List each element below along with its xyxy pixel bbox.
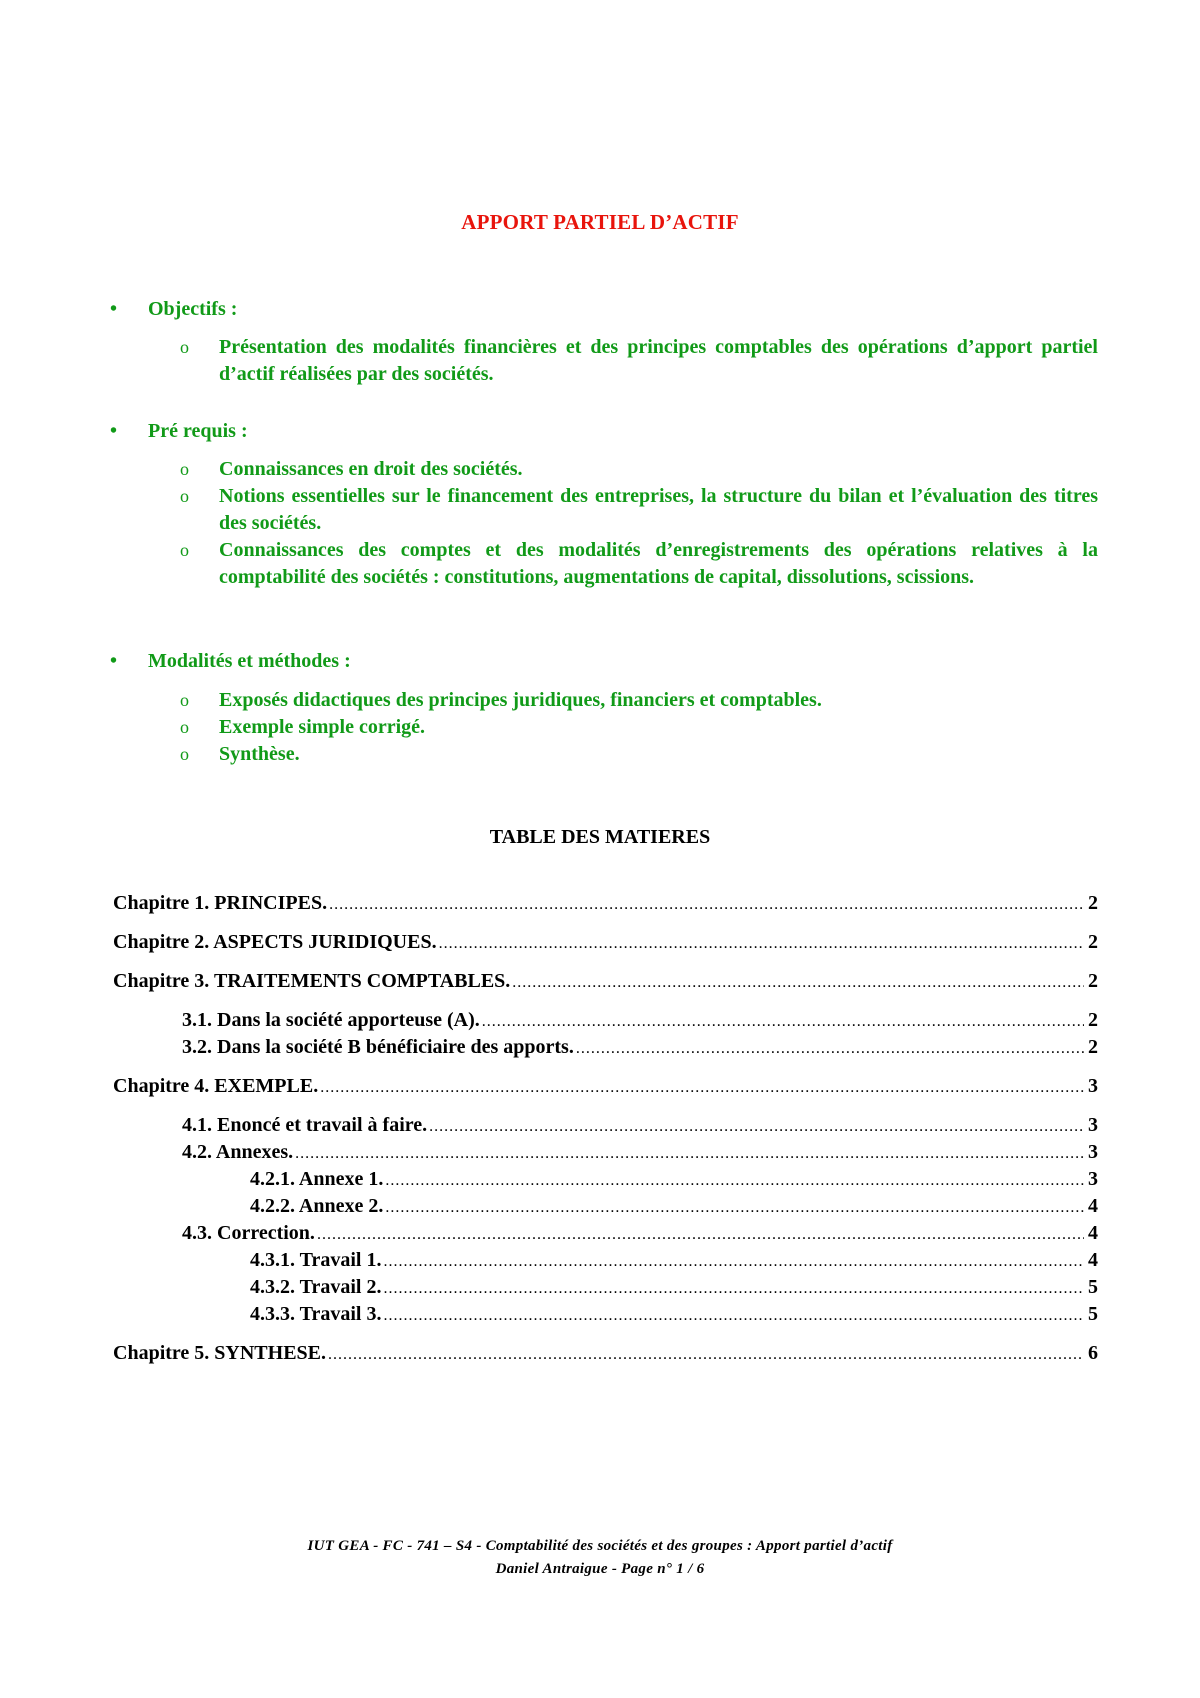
toc-entry-page: 2 — [1088, 1036, 1098, 1058]
toc-entry-page: 5 — [1088, 1303, 1098, 1325]
toc-entry-label: 4.1. Enoncé et travail à faire. — [182, 1114, 428, 1136]
toc-entry[interactable] — [182, 1141, 1098, 1164]
circle-bullet-icon: o — [180, 459, 189, 479]
toc-entry[interactable] — [182, 1114, 1098, 1137]
toc-entry-page: 4 — [1088, 1195, 1098, 1217]
section-label: Objectifs : — [148, 298, 238, 320]
toc-entry-label: 3.2. Dans la société B bénéficiaire des apports. — [182, 1036, 574, 1058]
list-item — [182, 741, 1098, 768]
circle-bullet-icon: o — [180, 717, 189, 737]
toc-entry-label: Chapitre 1. PRINCIPES. — [113, 892, 328, 914]
toc-entry-label: 4.3.1. Travail 1. — [250, 1249, 382, 1271]
list-item — [182, 714, 1098, 741]
toc-entry-label: 3.1. Dans la société apporteuse (A). — [182, 1009, 480, 1031]
section-label: Pré requis : — [148, 420, 248, 442]
bullet-icon: • — [110, 420, 118, 442]
toc-entry[interactable] — [113, 931, 1098, 954]
toc-entry[interactable] — [113, 970, 1098, 993]
toc-title: TABLE DES MATIERES — [489, 826, 711, 848]
toc-entry-page: 3 — [1088, 1141, 1098, 1163]
toc-entry-label: Chapitre 2. ASPECTS JURIDIQUES. — [113, 931, 437, 953]
toc-entry-page: 5 — [1088, 1276, 1098, 1298]
toc-entry-label: 4.3. Correction. — [182, 1222, 315, 1244]
circle-bullet-icon: o — [180, 337, 189, 357]
list-item — [182, 334, 1098, 388]
list-item-text: Exemple simple corrigé. — [219, 716, 426, 738]
toc-entry[interactable] — [250, 1249, 1098, 1272]
toc-entry[interactable] — [113, 892, 1098, 915]
section-modalites — [110, 648, 351, 675]
toc-entry[interactable] — [182, 1036, 1098, 1059]
list-item — [182, 687, 1098, 714]
toc-entry-label: Chapitre 5. SYNTHESE. — [113, 1342, 327, 1364]
toc-entry-label: Chapitre 4. EXEMPLE. — [113, 1075, 319, 1097]
section-label: Modalités et méthodes : — [148, 650, 351, 672]
circle-bullet-icon: o — [180, 486, 189, 506]
toc-entry[interactable] — [182, 1222, 1098, 1245]
toc-entry-label: 4.3.3. Travail 3. — [250, 1303, 382, 1325]
toc-entry-page: 3 — [1088, 1114, 1098, 1136]
bullet-icon: • — [110, 650, 118, 672]
toc-entry-page: 2 — [1088, 970, 1098, 992]
circle-bullet-icon: o — [180, 540, 189, 560]
toc-entry-page: 6 — [1088, 1342, 1098, 1364]
section-objectifs — [110, 296, 237, 323]
toc-entry[interactable] — [113, 1342, 1098, 1365]
list-item-text: Exposés didactiques des principes juridiques, financiers et comptables. — [219, 689, 822, 711]
toc-entry-label: 4.2.1. Annexe 1. — [250, 1168, 384, 1190]
toc-entry-page: 3 — [1088, 1075, 1098, 1097]
page-title: APPORT PARTIEL D’ACTIF — [461, 210, 739, 234]
section-prerequis — [110, 418, 248, 445]
toc-entry[interactable] — [113, 1075, 1098, 1098]
toc-entry-page: 2 — [1088, 1009, 1098, 1031]
circle-bullet-icon: o — [180, 690, 189, 710]
toc-entry[interactable] — [182, 1009, 1098, 1032]
toc-entry-page: 3 — [1088, 1168, 1098, 1190]
circle-bullet-icon: o — [180, 744, 189, 764]
list-item-text: Synthèse. — [219, 743, 300, 765]
footer-line-1: IUT GEA - FC - 741 – S4 - Comptabilité des sociétés et des groupes : Apport partiel d’actif — [307, 1538, 893, 1554]
toc-entry-label: 4.3.2. Travail 2. — [250, 1276, 382, 1298]
toc-entry[interactable] — [250, 1168, 1098, 1191]
list-item — [182, 483, 1098, 537]
toc-entry[interactable] — [250, 1195, 1098, 1218]
toc-entry[interactable] — [250, 1303, 1098, 1326]
toc-entry-label: 4.2.2. Annexe 2. — [250, 1195, 384, 1217]
toc-entry[interactable] — [250, 1276, 1098, 1299]
toc-entry-label: 4.2. Annexes. — [182, 1141, 294, 1163]
list-item-text: Notions essentielles sur le financement des entreprises, la structure du bilan et l’évaluation des titres des sociétés. — [219, 485, 1098, 534]
list-item-text: Connaissances en droit des sociétés. — [219, 458, 523, 480]
toc-entry-page: 4 — [1088, 1222, 1098, 1244]
toc-entry-label: Chapitre 3. TRAITEMENTS COMPTABLES. — [113, 970, 511, 992]
footer-line-2: Daniel Antraigue - Page n° 1 / 6 — [495, 1561, 705, 1577]
list-item — [182, 456, 1098, 483]
toc-entry-page: 2 — [1088, 931, 1098, 953]
bullet-icon: • — [110, 298, 118, 320]
list-item — [182, 537, 1098, 591]
toc-entry-page: 4 — [1088, 1249, 1098, 1271]
toc-entry-page: 2 — [1088, 892, 1098, 914]
list-item-text: Présentation des modalités financières et des principes comptables des opérations d’apport partiel d’actif réalisées par des sociétés. — [219, 336, 1098, 385]
list-item-text: Connaissances des comptes et des modalités d’enregistrements des opérations relatives à la comptabilité des sociétés : constitutions, augmentations de capital, dissolutions, scissions. — [219, 539, 1098, 588]
